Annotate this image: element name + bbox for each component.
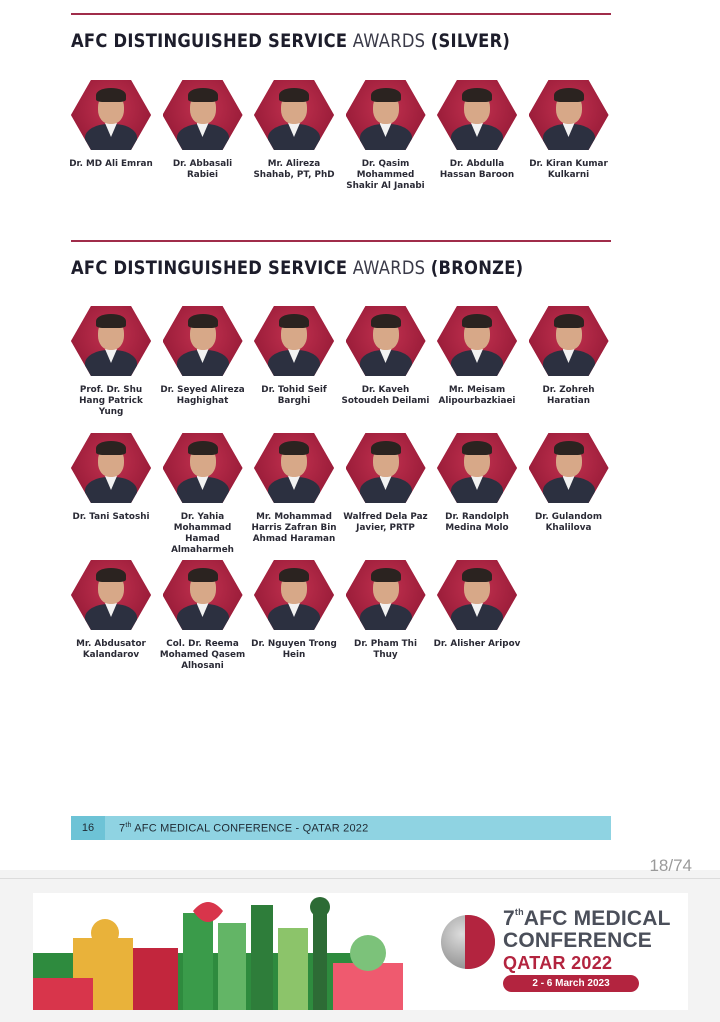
awardee-card — [66, 80, 156, 170]
awardee-photo — [529, 80, 609, 150]
awardee-card — [432, 560, 522, 650]
awardee-name: Dr. Tohid Seif Barghi — [261, 385, 327, 406]
awardee-photo — [437, 306, 517, 376]
awardee-photo — [346, 306, 426, 376]
awardee-photo — [529, 306, 609, 376]
banner-title-line3: QATAR 2022 — [503, 953, 613, 973]
awardee-photo — [71, 306, 151, 376]
awardee-photo — [254, 560, 334, 630]
awardee-name: Dr. Pham Thi Thuy — [354, 639, 417, 660]
ordinal-suffix: th — [125, 821, 132, 829]
awardee-name: Prof. Dr. Shu Hang Patrick Yung — [79, 385, 143, 417]
awardee-name: Walfred Dela Paz Javier, PRTP — [343, 512, 428, 533]
title-bold: AFC DISTINGUISHED SERVICE — [71, 30, 348, 52]
awardee-card — [341, 560, 431, 661]
awardee-name: Mr. Mohammad Harris Zafran Bin Ahmad Haraman — [251, 512, 337, 544]
silver-section-title — [71, 30, 510, 52]
awardee-photo — [346, 433, 426, 503]
awardee-card — [341, 433, 431, 534]
title-light: AWARDS — [352, 257, 426, 279]
awardee-card — [66, 560, 156, 661]
awardee-card — [158, 433, 248, 556]
awardee-card — [524, 306, 614, 407]
awardee-name: Col. Dr. Reema Mohamed Qasem Alhosani — [159, 639, 246, 671]
awardee-name: Dr. Alisher Aripov — [433, 639, 521, 649]
section-divider — [71, 240, 611, 242]
awardee-name: Dr. Abbasali Rabiei — [172, 159, 233, 180]
awardee-card — [432, 433, 522, 534]
awardee-photo — [163, 560, 243, 630]
conference-logo-ball — [441, 915, 495, 969]
awardee-card — [66, 433, 156, 523]
awardee-photo — [71, 433, 151, 503]
section-divider — [71, 13, 611, 15]
awardee-name: Dr. Abdulla Hassan Baroon — [439, 159, 515, 180]
banner-line1-text: AFC MEDICAL — [523, 907, 671, 930]
title-level: (BRONZE) — [430, 257, 524, 279]
awardee-card — [432, 306, 522, 407]
ordinal: 7 — [119, 822, 126, 835]
conference-ad-banner[interactable] — [33, 893, 688, 1010]
banner-ordinal-suffix: th — [514, 907, 524, 917]
page-footer — [71, 816, 611, 840]
banner-dates: 2 - 6 March 2023 — [503, 975, 639, 992]
awardee-photo — [437, 560, 517, 630]
qatar-skyline-illustration — [33, 893, 433, 1010]
awardee-name: Dr. Randolph Medina Molo — [445, 512, 509, 533]
awardee-name: Mr. Abdusator Kalandarov — [76, 639, 146, 660]
awardee-photo — [71, 80, 151, 150]
awardee-name: Dr. Kiran Kumar Kulkarni — [529, 159, 608, 180]
banner-title-line2: CONFERENCE — [503, 929, 653, 952]
bronze-section-title — [71, 257, 523, 279]
awardee-name: Mr. Alireza Shahab, PT, PhD — [253, 159, 335, 180]
awardee-photo — [254, 306, 334, 376]
awardee-card — [249, 560, 339, 661]
awardee-name: Dr. Nguyen Trong Hein — [251, 639, 337, 660]
awardee-name: Dr. MD Ali Emran — [69, 159, 153, 169]
title-light: AWARDS — [352, 30, 426, 52]
page-number: 16 — [71, 816, 105, 840]
awardee-photo — [71, 560, 151, 630]
awardee-photo — [529, 433, 609, 503]
awardee-photo — [254, 80, 334, 150]
awardee-name: Dr. Seyed Alireza Haghighat — [160, 385, 245, 406]
awardee-card — [66, 306, 156, 418]
awardee-card — [158, 560, 248, 672]
banner-title-line1 — [503, 907, 671, 931]
awardee-card — [341, 80, 431, 192]
banner-ordinal: 7 — [503, 907, 515, 930]
awardee-card — [524, 80, 614, 181]
awardee-photo — [346, 80, 426, 150]
awardee-card — [341, 306, 431, 407]
awardee-name: Mr. Meisam Alipourbazkiaei — [438, 385, 516, 406]
awardee-photo — [346, 560, 426, 630]
awardee-card — [524, 433, 614, 534]
awardee-card — [158, 80, 248, 181]
awardee-name: Dr. Kaveh Sotoudeh Deilami — [341, 385, 430, 406]
awardee-photo — [437, 433, 517, 503]
awardee-card — [249, 80, 339, 181]
awardee-name: Dr. Zohreh Haratian — [542, 385, 595, 406]
awardee-card — [432, 80, 522, 181]
awardee-photo — [163, 433, 243, 503]
page-indicator: 18/74 — [649, 856, 692, 875]
footer-conference-title — [119, 822, 368, 835]
viewer-divider — [0, 878, 720, 879]
awardee-name: Dr. Tani Satoshi — [72, 512, 150, 522]
awardee-name: Dr. Gulandom Khalilova — [535, 512, 602, 533]
awardee-name: Dr. Qasim Mohammed Shakir Al Janabi — [346, 159, 425, 191]
awardee-card — [249, 306, 339, 407]
title-level: (SILVER) — [430, 30, 511, 52]
awardee-card — [158, 306, 248, 407]
awardee-photo — [437, 80, 517, 150]
awardee-card — [249, 433, 339, 545]
awardee-name: Dr. Yahia Mohammad Hamad Almaharmeh — [171, 512, 234, 555]
title-bold: AFC DISTINGUISHED SERVICE — [71, 257, 348, 279]
awardee-photo — [254, 433, 334, 503]
awardee-photo — [163, 306, 243, 376]
conference-text: AFC MEDICAL CONFERENCE - QATAR 2022 — [134, 822, 369, 835]
awardee-photo — [163, 80, 243, 150]
